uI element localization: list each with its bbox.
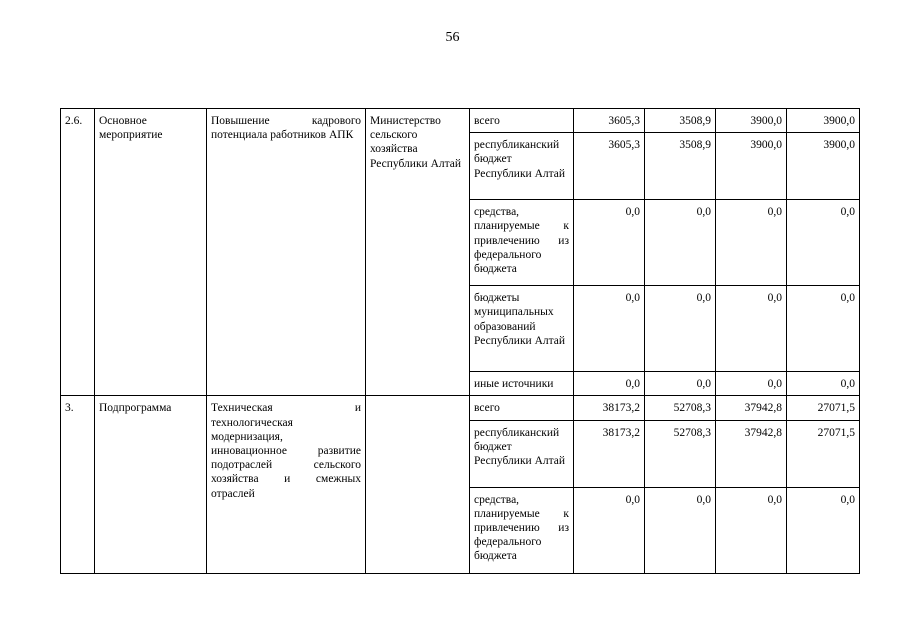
value-cell: 0,0: [716, 200, 787, 286]
value-cell: 0,0: [645, 200, 716, 286]
value-cell: 3508,9: [645, 133, 716, 200]
source-label: всего: [470, 109, 574, 133]
value-cell: 0,0: [716, 286, 787, 372]
source-label: бюджеты муниципальных образований Республики Алтай: [470, 286, 574, 372]
value-cell: 0,0: [574, 286, 645, 372]
value-cell: 52708,3: [645, 396, 716, 420]
item-type: Подпрограмма: [95, 396, 207, 573]
item-number: 2.6.: [61, 109, 95, 396]
source-label: средства, планируемые к привлечению из федерального бюджета: [470, 200, 574, 286]
source-label: средства, планируемые к привлечению из федерального бюджета: [470, 487, 574, 573]
table-row: [61, 396, 860, 420]
value-cell: 27071,5: [787, 396, 860, 420]
source-label: республиканский бюджет Республики Алтай: [470, 420, 574, 487]
value-cell: 3605,3: [574, 109, 645, 133]
value-cell: 0,0: [645, 286, 716, 372]
value-cell: 0,0: [716, 372, 787, 396]
value-cell: 3900,0: [787, 109, 860, 133]
value-cell: 52708,3: [645, 420, 716, 487]
item-executor: Министерство сельского хозяйства Республики Алтай: [366, 109, 470, 396]
value-cell: 3508,9: [645, 109, 716, 133]
value-cell: 37942,8: [716, 420, 787, 487]
value-cell: 0,0: [716, 487, 787, 573]
value-cell: 0,0: [574, 200, 645, 286]
value-cell: 0,0: [574, 487, 645, 573]
item-number: 3.: [61, 396, 95, 573]
value-cell: 0,0: [645, 372, 716, 396]
item-name: Повышение кадрового потенциала работников АПК: [207, 109, 366, 396]
value-cell: 0,0: [787, 286, 860, 372]
value-cell: 0,0: [787, 372, 860, 396]
value-cell: 0,0: [645, 487, 716, 573]
value-cell: 0,0: [787, 487, 860, 573]
budget-table: [60, 108, 860, 574]
value-cell: 3900,0: [716, 109, 787, 133]
value-cell: 3900,0: [787, 133, 860, 200]
page-number: 56: [445, 30, 460, 45]
value-cell: 37942,8: [716, 396, 787, 420]
item-executor: [366, 396, 470, 573]
source-label: всего: [470, 396, 574, 420]
source-label: республиканский бюджет Республики Алтай: [470, 133, 574, 200]
item-type: Основное мероприятие: [95, 109, 207, 396]
value-cell: 3605,3: [574, 133, 645, 200]
value-cell: 27071,5: [787, 420, 860, 487]
value-cell: 38173,2: [574, 420, 645, 487]
source-label: иные источники: [470, 372, 574, 396]
value-cell: 38173,2: [574, 396, 645, 420]
value-cell: 3900,0: [716, 133, 787, 200]
value-cell: 0,0: [574, 372, 645, 396]
value-cell: 0,0: [787, 200, 860, 286]
item-name: Техническая и технологическая модернизация, инновационное развитие подотраслей сельского хозяйства и смежных отраслей: [207, 396, 366, 573]
table-row: [61, 109, 860, 133]
